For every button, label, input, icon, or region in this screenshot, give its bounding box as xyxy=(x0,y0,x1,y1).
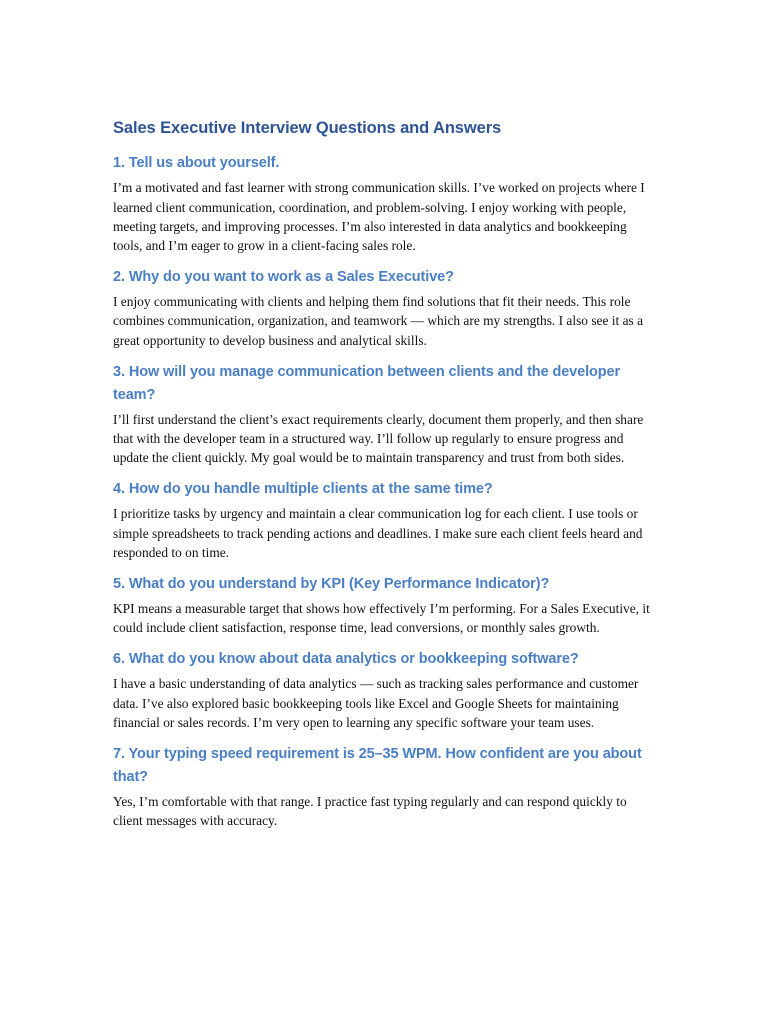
answer-paragraph: I enjoy communicating with clients and helping them find solutions that fit their needs. This role combines communication, organization, and teamwork — which are my strengths. I also see it as a great opportunity to develop business and analytical skills. xyxy=(113,294,644,348)
question-heading: 3. How will you manage communication between clients and the developer team? xyxy=(113,363,621,403)
qa-item-1 xyxy=(113,152,658,255)
qa-item-6 xyxy=(113,648,658,732)
question-heading: 1. Tell us about yourself. xyxy=(113,155,280,172)
answer-paragraph: I prioritize tasks by urgency and maintain a clear communication log for each client. I use tools or simple spreadsheets to track pending actions and deadlines. I make sure each client feels heard and responded to on time. xyxy=(113,506,643,560)
question-heading: 4. How do you handle multiple clients at the same time? xyxy=(113,481,493,498)
answer-paragraph: I’m a motivated and fast learner with strong communication skills. I’ve worked on projects where I learned client communication, coordination, and problem-solving. I enjoy working with people, meeting targets, and improving processes. I’m also interested in data analytics and bookkeeping tools, and I’m eager to grow in a client-facing sales role. xyxy=(113,180,645,254)
answer-paragraph: I have a basic understanding of data analytics — such as tracking sales performance and customer data. I’ve also explored basic bookkeeping tools like Excel and Google Sheets for maintaining financial or sales records. I’m very open to learning any specific software your team uses. xyxy=(113,676,639,730)
document-title: Sales Executive Interview Questions and Answers xyxy=(113,119,502,137)
answer-paragraph: Yes, I’m comfortable with that range. I practice fast typing regularly and can respond quickly to client messages with accuracy. xyxy=(113,794,627,829)
answer-paragraph: I’ll first understand the client’s exact requirements clearly, document them properly, and then share that with the developer team in a structured way. I’ll follow up regularly to ensure progress and update the client quickly. My goal would be to maintain transparency and trust from both sides. xyxy=(113,411,644,466)
answer-paragraph: KPI means a measurable target that shows how effectively I’m performing. For a Sales Executive, it could include client satisfaction, response time, lead conversions, or monthly sales growth. xyxy=(113,601,650,636)
question-heading: 7. Your typing speed requirement is 25–35 WPM. How confident are you about that? xyxy=(113,746,642,786)
question-heading: 5. What do you understand by KPI (Key Performance Indicator)? xyxy=(113,576,550,593)
document-page xyxy=(113,118,658,842)
question-heading: 2. Why do you want to work as a Sales Executive? xyxy=(113,269,454,286)
question-heading: 6. What do you know about data analytics or bookkeeping software? xyxy=(113,651,579,668)
qa-item-7 xyxy=(113,743,658,830)
qa-item-5 xyxy=(113,573,658,637)
qa-item-3 xyxy=(113,361,658,468)
qa-item-4 xyxy=(113,478,658,562)
qa-item-2 xyxy=(113,266,658,350)
